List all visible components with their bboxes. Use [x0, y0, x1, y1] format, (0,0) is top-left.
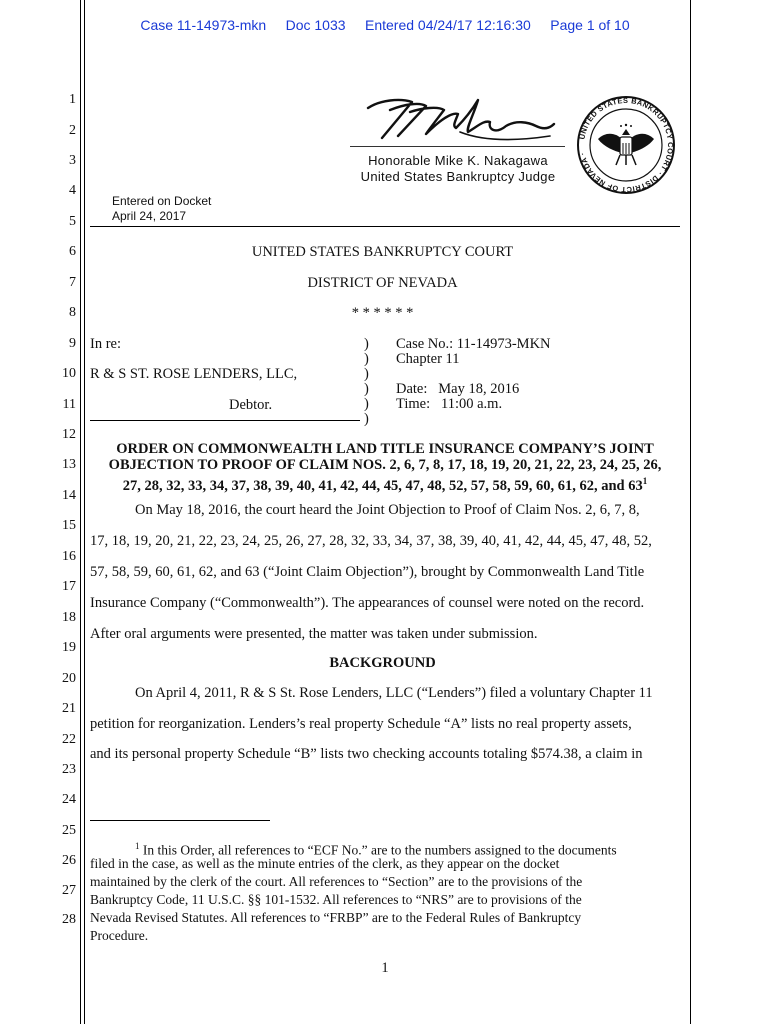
order-title-line: ORDER ON COMMONWEALTH LAND TITLE INSURANCE COMPANY’S JOINT — [116, 441, 654, 457]
paragraph-line: On April 4, 2011, R & S St. Rose Lenders, LLC (“Lenders”) filed a voluntary Chapter 11 — [135, 685, 653, 701]
court-district: DISTRICT OF NEVADA — [307, 275, 458, 291]
line-number: 13 — [62, 457, 76, 472]
line-number: 28 — [62, 912, 76, 927]
line-number: 11 — [62, 397, 76, 412]
footnote-line: filed in the case, as well as the minute entries of the clerk, as they appear on the docket — [90, 856, 560, 871]
footnote-rule — [90, 820, 270, 821]
caption-hearing-date: Date: May 18, 2016 — [396, 381, 520, 397]
docket-entered-date: April 24, 2017 — [112, 209, 187, 223]
line-number: 26 — [62, 853, 76, 868]
caption-rule — [90, 420, 360, 421]
line-number: 9 — [69, 336, 76, 351]
line-number: 16 — [62, 549, 76, 564]
paragraph-line: On May 18, 2016, the court heard the Joint Objection to Proof of Claim Nos. 2, 6, 7, 8, — [135, 502, 640, 518]
docket-entered-label: Entered on Docket — [112, 194, 212, 208]
signature-rule — [350, 146, 565, 147]
line-number: 21 — [62, 701, 76, 716]
line-number: 25 — [62, 823, 76, 838]
caption-in-re: In re: — [90, 336, 121, 352]
court-name: UNITED STATES BANKRUPTCY COURT — [251, 244, 514, 260]
section-heading-background: BACKGROUND — [329, 655, 436, 671]
line-number: 6 — [69, 244, 76, 259]
line-number: 1 — [69, 92, 76, 107]
page-number: 1 — [381, 960, 389, 976]
line-number: 19 — [62, 640, 76, 655]
caption-case-number: Case No.: 11-14973-MKN — [396, 336, 551, 352]
caption-paren: ) — [364, 351, 369, 367]
footnote-line: maintained by the clerk of the court. All references to “Section” are to the provisions of the — [90, 874, 583, 889]
paragraph-line: petition for reorganization. Lenders’s real property Schedule “A” lists no real property assets, — [90, 716, 632, 732]
caption-paren: ) — [364, 411, 369, 427]
court-separator: * * * * * * — [351, 305, 414, 321]
caption-debtor-name: R & S ST. ROSE LENDERS, LLC, — [90, 366, 298, 382]
left-margin-rule-outer — [80, 0, 81, 1024]
line-number: 4 — [69, 183, 76, 198]
footnote-mark: 1 — [135, 841, 140, 851]
line-number: 15 — [62, 518, 76, 533]
caption-paren: ) — [364, 366, 369, 382]
footnote-line: Procedure. — [90, 928, 149, 943]
line-number: 2 — [69, 123, 76, 138]
footnote-line-text: In this Order, all references to “ECF No.” are to the numbers assigned to the documents — [139, 842, 617, 858]
line-number: 24 — [62, 792, 76, 807]
svg-text:UNITED STATES BANKRUPTCY COURT: UNITED STATES BANKRUPTCY COURT · DISTRICT OF NEVADA · — [577, 95, 676, 195]
line-number: 20 — [62, 671, 76, 686]
order-title-line-text: 27, 28, 32, 33, 34, 37, 38, 39, 40, 41, 42, 44, 45, 47, 48, 52, 57, 58, 59, 60, 61, 62, and 63 — [122, 477, 643, 494]
left-margin-rule-inner — [84, 0, 85, 1024]
caption-paren: ) — [364, 336, 369, 352]
order-title-line-last — [90, 473, 680, 494]
line-number: 27 — [62, 883, 76, 898]
line-number: 5 — [69, 214, 76, 229]
paragraph-line: 17, 18, 19, 20, 21, 22, 23, 24, 25, 26, 27, 28, 32, 33, 34, 37, 38, 39, 40, 41, 42, 44, 45, 47, 48, 52, — [90, 533, 652, 549]
caption-debtor-label: Debtor. — [229, 397, 273, 413]
caption-paren: ) — [364, 381, 369, 397]
line-number: 12 — [62, 427, 76, 442]
judge-title: United States Bankruptcy Judge — [360, 169, 556, 184]
line-number: 23 — [62, 762, 76, 777]
footnote-ref: 1 — [642, 476, 648, 486]
line-number: 7 — [69, 275, 76, 290]
paragraph-line: 57, 58, 59, 60, 61, 62, and 63 (“Joint Claim Objection”), brought by Commonwealth Land Title — [90, 564, 645, 580]
line-number: 10 — [62, 366, 76, 381]
footnote-line: Nevada Revised Statutes. All references to “FRBP” are to the Federal Rules of Bankruptcy — [90, 910, 582, 925]
paragraph-line: Insurance Company (“Commonwealth”). The appearances of counsel were noted on the record. — [90, 595, 645, 611]
line-number: 8 — [69, 305, 76, 320]
line-number: 22 — [62, 732, 76, 747]
filing-stamp-header: Case 11-14973-mkn Doc 1033 Entered 04/24/17 12:16:30 Page 1 of 10 — [140, 17, 630, 33]
line-number: 17 — [62, 579, 76, 594]
judge-name: Honorable Mike K. Nakagawa — [368, 153, 548, 168]
caption-hearing-time: Time: 11:00 a.m. — [396, 396, 503, 412]
paragraph-line: and its personal property Schedule “B” lists two checking accounts totaling $574.38, a claim in — [90, 746, 643, 762]
footnote-line: Bankruptcy Code, 11 U.S.C. §§ 101-1532. All references to “NRS” are to provisions of the — [90, 892, 582, 907]
order-title-line: OBJECTION TO PROOF OF CLAIM NOS. 2, 6, 7, 8, 17, 18, 19, 20, 21, 22, 23, 24, 25, 26, — [108, 457, 662, 473]
caption-chapter: Chapter 11 — [396, 351, 460, 367]
line-number: 14 — [62, 488, 76, 503]
right-margin-rule — [690, 0, 691, 1024]
order-title — [90, 441, 680, 494]
caption-paren: ) — [364, 396, 369, 412]
line-number: 18 — [62, 610, 76, 625]
docket-rule — [90, 226, 680, 227]
judge-signature — [360, 90, 560, 150]
court-seal-icon — [576, 95, 676, 195]
line-number: 3 — [69, 153, 76, 168]
paragraph-line: After oral arguments were presented, the matter was taken under submission. — [90, 626, 538, 642]
